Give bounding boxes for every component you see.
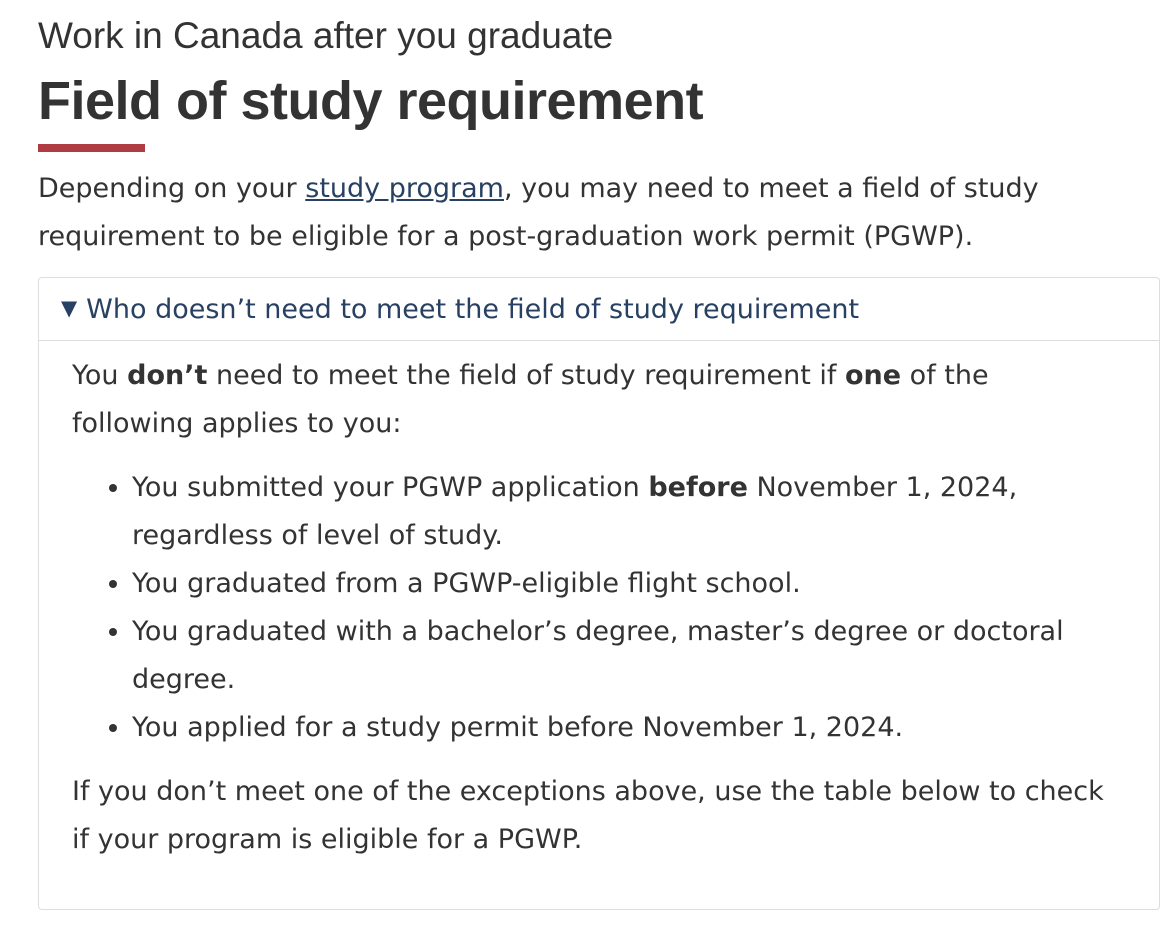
title-underline-bar xyxy=(38,144,145,152)
list-item-text-2: November 1, 2024, regardless of level of study. xyxy=(132,472,1018,551)
lead-text-2: need to meet the field of study requirement if xyxy=(207,360,845,391)
intro-text-end: , you may need to meet a field of study requirement to be eligible for a post-graduation work permit (PGWP). xyxy=(38,173,1039,252)
details-content xyxy=(39,341,1159,864)
details-summary-toggle[interactable] xyxy=(39,278,1159,341)
page-title: Field of study requirement xyxy=(38,71,704,131)
list-item-bold-before: before xyxy=(648,472,748,503)
lead-text-3: of the following applies to you: xyxy=(72,360,989,439)
field-of-study-exemptions-details xyxy=(38,277,1160,910)
page-kicker: Work in Canada after you graduate xyxy=(38,15,614,56)
details-summary-label: Who doesn’t need to meet the field of study requirement xyxy=(86,293,860,325)
list-item xyxy=(132,464,1132,560)
details-lead-paragraph xyxy=(72,352,1112,448)
list-item: • You graduated from a PGWP-eligible flight school. xyxy=(132,560,1132,608)
list-item: • You applied for a study permit before November 1, 2024. xyxy=(132,704,1132,752)
triangle-down-icon: ▼ xyxy=(61,296,78,320)
lead-text-1: You xyxy=(72,360,128,391)
lead-bold-one: one xyxy=(845,360,902,391)
study-program-link[interactable]: study program xyxy=(305,173,504,204)
lead-bold-dont: don’t xyxy=(127,360,208,391)
list-item-text-1: You submitted your PGWP application xyxy=(132,472,649,503)
list-item: • You graduated with a bachelor’s degree, master’s degree or doctoral degree. xyxy=(132,608,1132,704)
exemptions-list xyxy=(72,464,1132,752)
details-footer-paragraph: If you don’t meet one of the exceptions above, use the table below to check if your program is eligible for a PGWP. xyxy=(72,776,1104,855)
intro-text-start: Depending on your xyxy=(38,173,306,204)
intro-paragraph xyxy=(38,165,1158,261)
